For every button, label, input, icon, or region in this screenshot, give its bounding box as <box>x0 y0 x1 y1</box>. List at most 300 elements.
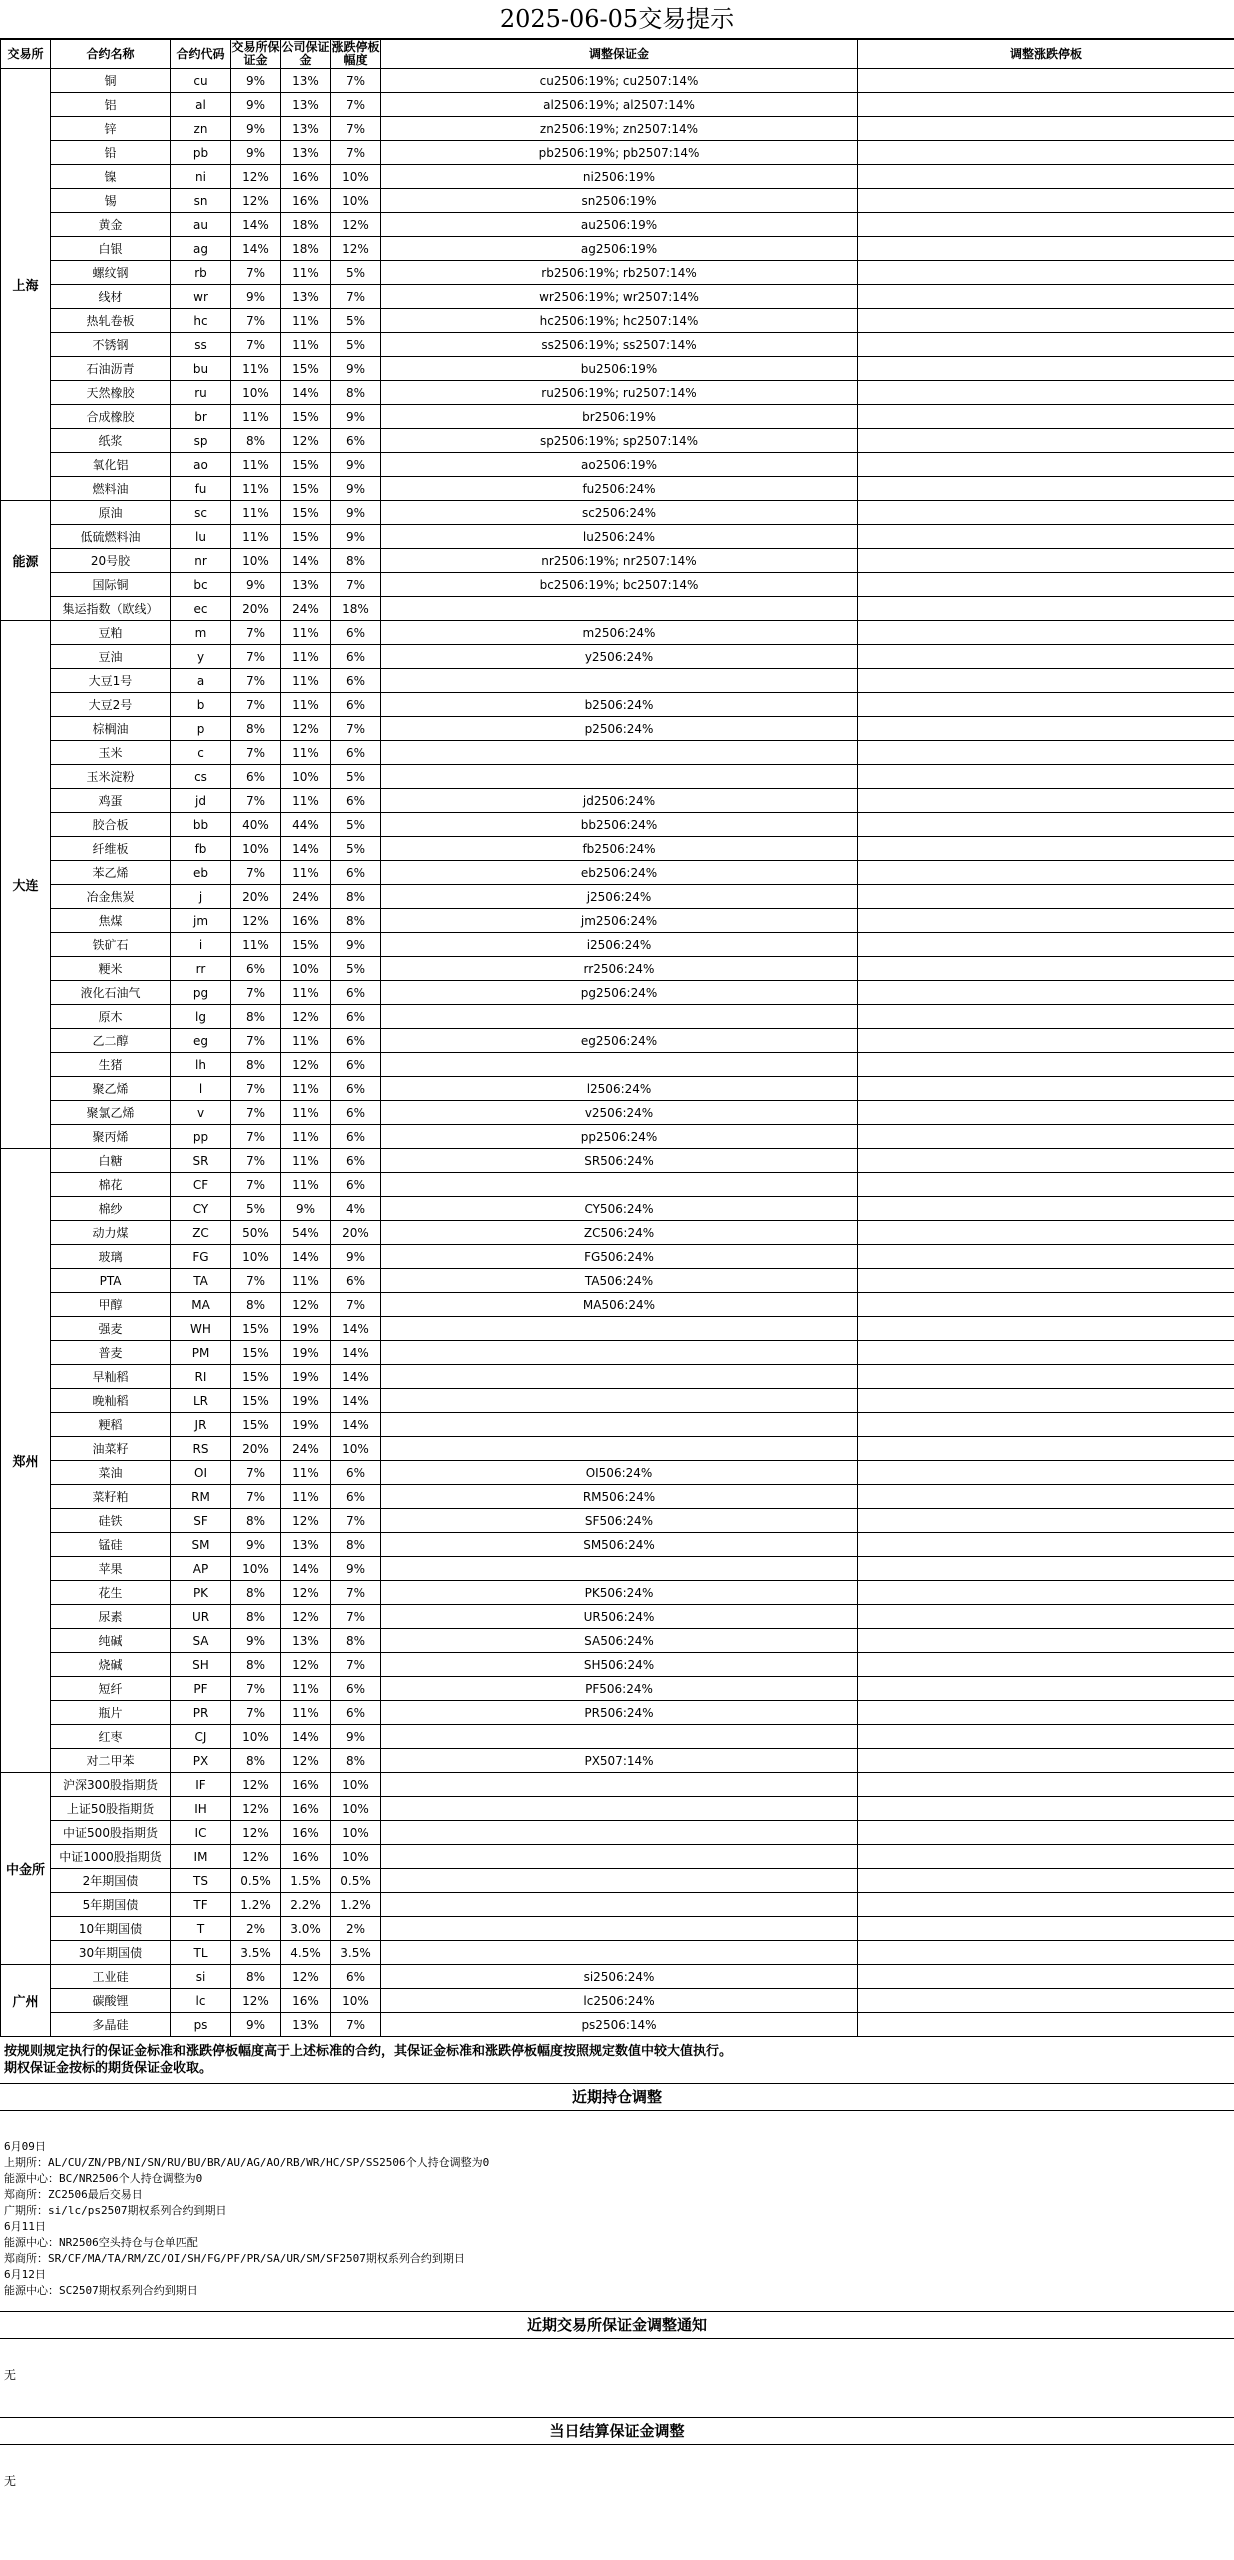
adjusted-margin-cell: nr2506:19%; nr2507:14% <box>381 549 858 573</box>
adjusted-margin-cell: i2506:24% <box>381 933 858 957</box>
exchange-margin-cell: 7% <box>231 789 281 813</box>
contract-name-cell: 不锈钢 <box>51 333 171 357</box>
limit-cell: 4% <box>331 1197 381 1221</box>
limit-cell: 9% <box>331 477 381 501</box>
notice-sections <box>0 2083 1234 2525</box>
contract-code-cell: lu <box>171 525 231 549</box>
exchange-margin-cell: 15% <box>231 1365 281 1389</box>
company-margin-cell: 14% <box>281 1557 331 1581</box>
exchange-margin-cell: 12% <box>231 1797 281 1821</box>
contract-name-cell: 低硫燃料油 <box>51 525 171 549</box>
company-margin-cell: 15% <box>281 405 331 429</box>
adjusted-limit-cell <box>858 381 1234 405</box>
table-row <box>1 429 1234 453</box>
limit-cell: 7% <box>331 2013 381 2037</box>
contract-name-cell: 黄金 <box>51 213 171 237</box>
adjusted-limit-cell <box>858 1269 1234 1293</box>
table-header-row <box>1 40 1234 69</box>
adjusted-margin-cell: ao2506:19% <box>381 453 858 477</box>
section-title: 近期交易所保证金调整通知 <box>0 2311 1234 2339</box>
adjusted-margin-cell: y2506:24% <box>381 645 858 669</box>
contract-name-cell: 液化石油气 <box>51 981 171 1005</box>
exchange-margin-cell: 7% <box>231 261 281 285</box>
exchange-margin-cell: 12% <box>231 1845 281 1869</box>
company-margin-cell: 15% <box>281 477 331 501</box>
adjusted-margin-cell: eb2506:24% <box>381 861 858 885</box>
exchange-margin-cell: 10% <box>231 1245 281 1269</box>
table-row <box>1 597 1234 621</box>
table-row <box>1 573 1234 597</box>
adjusted-limit-cell <box>858 1845 1234 1869</box>
adjusted-margin-cell <box>381 1557 858 1581</box>
adjusted-limit-cell <box>858 309 1234 333</box>
contract-code-cell: fu <box>171 477 231 501</box>
contract-name-cell: 白糖 <box>51 1149 171 1173</box>
adjusted-margin-cell <box>381 1893 858 1917</box>
contract-name-cell: 早籼稻 <box>51 1365 171 1389</box>
adjusted-limit-cell <box>858 1869 1234 1893</box>
contract-name-cell: 玻璃 <box>51 1245 171 1269</box>
contract-name-cell: 焦煤 <box>51 909 171 933</box>
adjusted-margin-cell: ni2506:19% <box>381 165 858 189</box>
contract-name-cell: PTA <box>51 1269 171 1293</box>
table-row <box>1 981 1234 1005</box>
limit-cell: 9% <box>331 453 381 477</box>
adjusted-margin-cell: fu2506:24% <box>381 477 858 501</box>
contract-name-cell: 胶合板 <box>51 813 171 837</box>
adjusted-limit-cell <box>858 1221 1234 1245</box>
contract-name-cell: 多晶硅 <box>51 2013 171 2037</box>
adjusted-limit-cell <box>858 1101 1234 1125</box>
contract-name-cell: 白银 <box>51 237 171 261</box>
adjusted-limit-cell <box>858 597 1234 621</box>
limit-cell: 6% <box>331 693 381 717</box>
contract-name-cell: 苹果 <box>51 1557 171 1581</box>
company-margin-cell: 11% <box>281 1101 331 1125</box>
exchange-margin-cell: 14% <box>231 213 281 237</box>
adjusted-margin-cell: SH506:24% <box>381 1653 858 1677</box>
adjusted-margin-cell: pg2506:24% <box>381 981 858 1005</box>
adjusted-limit-cell <box>858 213 1234 237</box>
adjusted-margin-cell: fb2506:24% <box>381 837 858 861</box>
adjusted-margin-cell <box>381 1053 858 1077</box>
contract-name-cell: 硅铁 <box>51 1509 171 1533</box>
adjusted-margin-cell <box>381 1317 858 1341</box>
company-margin-cell: 54% <box>281 1221 331 1245</box>
adjusted-limit-cell <box>858 1605 1234 1629</box>
exchange-margin-cell: 8% <box>231 717 281 741</box>
limit-cell: 8% <box>331 1533 381 1557</box>
contract-name-cell: 乙二醇 <box>51 1029 171 1053</box>
contract-name-cell: 纤维板 <box>51 837 171 861</box>
limit-cell: 8% <box>331 885 381 909</box>
table-row <box>1 1317 1234 1341</box>
contract-name-cell: 豆油 <box>51 645 171 669</box>
exchange-cell: 大连 <box>1 621 51 1149</box>
adjusted-limit-cell <box>858 1053 1234 1077</box>
contract-name-cell: 上证50股指期货 <box>51 1797 171 1821</box>
exchange-margin-cell: 7% <box>231 1101 281 1125</box>
table-row <box>1 1749 1234 1773</box>
company-margin-cell: 11% <box>281 861 331 885</box>
exchange-margin-cell: 7% <box>231 621 281 645</box>
contract-name-cell: 尿素 <box>51 1605 171 1629</box>
contract-code-cell: bb <box>171 813 231 837</box>
contract-code-cell: pg <box>171 981 231 1005</box>
contract-name-cell: 5年期国债 <box>51 1893 171 1917</box>
exchange-margin-cell: 7% <box>231 1461 281 1485</box>
exchange-margin-cell: 12% <box>231 1989 281 2013</box>
contract-code-cell: FG <box>171 1245 231 1269</box>
company-margin-cell: 15% <box>281 933 331 957</box>
company-margin-cell: 12% <box>281 1653 331 1677</box>
contract-name-cell: 原油 <box>51 501 171 525</box>
limit-cell: 7% <box>331 285 381 309</box>
contract-code-cell: l <box>171 1077 231 1101</box>
company-margin-cell: 15% <box>281 525 331 549</box>
company-margin-cell: 19% <box>281 1389 331 1413</box>
company-margin-cell: 11% <box>281 693 331 717</box>
contract-name-cell: 碳酸锂 <box>51 1989 171 2013</box>
limit-cell: 9% <box>331 501 381 525</box>
company-margin-cell: 10% <box>281 765 331 789</box>
limit-cell: 6% <box>331 429 381 453</box>
adjusted-limit-cell <box>858 909 1234 933</box>
adjusted-margin-cell <box>381 1341 858 1365</box>
exchange-margin-cell: 11% <box>231 525 281 549</box>
company-margin-cell: 12% <box>281 429 331 453</box>
company-margin-cell: 14% <box>281 837 331 861</box>
limit-cell: 6% <box>331 669 381 693</box>
adjusted-margin-cell <box>381 1821 858 1845</box>
limit-cell: 14% <box>331 1413 381 1437</box>
contract-code-cell: al <box>171 93 231 117</box>
company-margin-cell: 11% <box>281 1173 331 1197</box>
limit-cell: 7% <box>331 1293 381 1317</box>
exchange-margin-cell: 1.2% <box>231 1893 281 1917</box>
table-row <box>1 1389 1234 1413</box>
contract-name-cell: 工业硅 <box>51 1965 171 1989</box>
limit-cell: 7% <box>331 117 381 141</box>
contract-code-cell: i <box>171 933 231 957</box>
contract-code-cell: TL <box>171 1941 231 1965</box>
exchange-cell: 郑州 <box>1 1149 51 1773</box>
adjusted-limit-cell <box>858 1413 1234 1437</box>
exchange-margin-cell: 12% <box>231 165 281 189</box>
contract-code-cell: JR <box>171 1413 231 1437</box>
adjusted-limit-cell <box>858 1077 1234 1101</box>
adjusted-limit-cell <box>858 93 1234 117</box>
contract-name-cell: 普麦 <box>51 1341 171 1365</box>
company-margin-cell: 13% <box>281 2013 331 2037</box>
contract-code-cell: ag <box>171 237 231 261</box>
table-row <box>1 1269 1234 1293</box>
contract-name-cell: 瓶片 <box>51 1701 171 1725</box>
limit-cell: 12% <box>331 213 381 237</box>
adjusted-margin-cell <box>381 1437 858 1461</box>
limit-cell: 7% <box>331 141 381 165</box>
company-margin-cell: 11% <box>281 1077 331 1101</box>
adjusted-limit-cell <box>858 1677 1234 1701</box>
company-margin-cell: 14% <box>281 1245 331 1269</box>
section-line: 郑商所：SR/CF/MA/TA/RM/ZC/OI/SH/FG/PF/PR/SA/UR/SM/SF2507期权系列合约到期日 <box>4 2252 465 2265</box>
company-margin-cell: 16% <box>281 189 331 213</box>
table-row <box>1 477 1234 501</box>
adjusted-limit-cell <box>858 1029 1234 1053</box>
company-margin-cell: 14% <box>281 381 331 405</box>
company-margin-cell: 13% <box>281 573 331 597</box>
exchange-margin-cell: 8% <box>231 1749 281 1773</box>
limit-cell: 6% <box>331 1077 381 1101</box>
contract-name-cell: 螺纹钢 <box>51 261 171 285</box>
table-row <box>1 357 1234 381</box>
adjusted-limit-cell <box>858 645 1234 669</box>
company-margin-cell: 15% <box>281 357 331 381</box>
company-margin-cell: 2.2% <box>281 1893 331 1917</box>
limit-cell: 6% <box>331 981 381 1005</box>
company-margin-cell: 4.5% <box>281 1941 331 1965</box>
company-margin-cell: 12% <box>281 1965 331 1989</box>
limit-cell: 10% <box>331 1845 381 1869</box>
exchange-margin-cell: 7% <box>231 1029 281 1053</box>
adjusted-margin-cell: v2506:24% <box>381 1101 858 1125</box>
limit-cell: 7% <box>331 69 381 93</box>
contract-name-cell: 聚氯乙烯 <box>51 1101 171 1125</box>
table-row <box>1 285 1234 309</box>
contract-name-cell: 30年期国债 <box>51 1941 171 1965</box>
contract-code-cell: sn <box>171 189 231 213</box>
exchange-margin-cell: 7% <box>231 645 281 669</box>
exchange-margin-cell: 8% <box>231 1605 281 1629</box>
adjusted-margin-cell: cu2506:19%; cu2507:14% <box>381 69 858 93</box>
table-row <box>1 1005 1234 1029</box>
adjusted-limit-cell <box>858 1317 1234 1341</box>
adjusted-margin-cell: TA506:24% <box>381 1269 858 1293</box>
adjusted-limit-cell <box>858 573 1234 597</box>
adjusted-limit-cell <box>858 741 1234 765</box>
adjusted-margin-cell: CY506:24% <box>381 1197 858 1221</box>
table-row <box>1 69 1234 93</box>
table-row <box>1 885 1234 909</box>
limit-cell: 8% <box>331 549 381 573</box>
exchange-margin-cell: 7% <box>231 333 281 357</box>
company-margin-cell: 11% <box>281 789 331 813</box>
company-margin-cell: 11% <box>281 621 331 645</box>
exchange-margin-cell: 7% <box>231 1077 281 1101</box>
adjusted-margin-cell: eg2506:24% <box>381 1029 858 1053</box>
exchange-margin-cell: 40% <box>231 813 281 837</box>
limit-cell: 5% <box>331 333 381 357</box>
contract-name-cell: 菜油 <box>51 1461 171 1485</box>
adjusted-limit-cell <box>858 933 1234 957</box>
contract-code-cell: ZC <box>171 1221 231 1245</box>
adjusted-margin-cell: pp2506:24% <box>381 1125 858 1149</box>
contract-name-cell: 晚籼稻 <box>51 1389 171 1413</box>
limit-cell: 6% <box>331 645 381 669</box>
table-row <box>1 1629 1234 1653</box>
table-row <box>1 1533 1234 1557</box>
rule-note-line-1: 按规则规定执行的保证金标准和涨跌停板幅度高于上述标准的合约，其保证金标准和涨跌停板幅度按照规定数值中较大值执行。 <box>4 2044 733 2059</box>
limit-cell: 6% <box>331 741 381 765</box>
contract-code-cell: TA <box>171 1269 231 1293</box>
contract-name-cell: 20号胶 <box>51 549 171 573</box>
table-row <box>1 837 1234 861</box>
table-row <box>1 525 1234 549</box>
limit-cell: 14% <box>331 1389 381 1413</box>
exchange-margin-cell: 10% <box>231 1725 281 1749</box>
contract-name-cell: 强麦 <box>51 1317 171 1341</box>
company-margin-cell: 13% <box>281 93 331 117</box>
adjusted-limit-cell <box>858 1701 1234 1725</box>
adjusted-margin-cell: al2506:19%; al2507:14% <box>381 93 858 117</box>
contract-name-cell: 红枣 <box>51 1725 171 1749</box>
limit-cell: 6% <box>331 621 381 645</box>
company-margin-cell: 12% <box>281 1293 331 1317</box>
contract-code-cell: jm <box>171 909 231 933</box>
contract-name-cell: 甲醇 <box>51 1293 171 1317</box>
adjusted-limit-cell <box>858 165 1234 189</box>
table-row <box>1 405 1234 429</box>
contract-name-cell: 花生 <box>51 1581 171 1605</box>
company-margin-cell: 12% <box>281 1053 331 1077</box>
company-margin-cell: 11% <box>281 1485 331 1509</box>
contract-code-cell: rr <box>171 957 231 981</box>
section-title: 近期持仓调整 <box>0 2083 1234 2111</box>
contract-name-cell: 铝 <box>51 93 171 117</box>
limit-cell: 14% <box>331 1317 381 1341</box>
limit-cell: 7% <box>331 1605 381 1629</box>
contract-code-cell: IM <box>171 1845 231 1869</box>
contract-code-cell: au <box>171 213 231 237</box>
adjusted-margin-cell: ag2506:19% <box>381 237 858 261</box>
exchange-cell: 广州 <box>1 1965 51 2037</box>
section-line: 能源中心：NR2506空头持仓与仓单匹配 <box>4 2236 198 2249</box>
contract-code-cell: fb <box>171 837 231 861</box>
table-body <box>1 69 1234 2037</box>
contract-code-cell: ps <box>171 2013 231 2037</box>
adjusted-limit-cell <box>858 405 1234 429</box>
table-row <box>1 1773 1234 1797</box>
limit-cell: 18% <box>331 597 381 621</box>
limit-cell: 5% <box>331 309 381 333</box>
company-margin-cell: 44% <box>281 813 331 837</box>
table-row <box>1 1941 1234 1965</box>
adjusted-limit-cell <box>858 1749 1234 1773</box>
adjusted-margin-cell: ps2506:14% <box>381 2013 858 2037</box>
adjusted-margin-cell: pb2506:19%; pb2507:14% <box>381 141 858 165</box>
company-margin-cell: 11% <box>281 1269 331 1293</box>
contract-name-cell: 聚乙烯 <box>51 1077 171 1101</box>
limit-cell: 14% <box>331 1365 381 1389</box>
exchange-margin-cell: 8% <box>231 1965 281 1989</box>
table-row <box>1 1029 1234 1053</box>
company-margin-cell: 16% <box>281 1845 331 1869</box>
table-row <box>1 1365 1234 1389</box>
contract-name-cell: 纸浆 <box>51 429 171 453</box>
table-row <box>1 1989 1234 2013</box>
contract-code-cell: SH <box>171 1653 231 1677</box>
limit-cell: 6% <box>331 1005 381 1029</box>
limit-cell: 6% <box>331 1053 381 1077</box>
contract-name-cell: 合成橡胶 <box>51 405 171 429</box>
contract-name-cell: 原木 <box>51 1005 171 1029</box>
company-margin-cell: 19% <box>281 1317 331 1341</box>
exchange-cell: 能源 <box>1 501 51 621</box>
adjusted-margin-cell: SA506:24% <box>381 1629 858 1653</box>
table-row <box>1 2013 1234 2037</box>
contract-code-cell: hc <box>171 309 231 333</box>
adjusted-margin-cell <box>381 1365 858 1389</box>
table-row <box>1 645 1234 669</box>
adjusted-margin-cell <box>381 1917 858 1941</box>
company-margin-cell: 14% <box>281 549 331 573</box>
exchange-margin-cell: 11% <box>231 477 281 501</box>
contract-code-cell: CY <box>171 1197 231 1221</box>
contract-code-cell: SM <box>171 1533 231 1557</box>
contract-code-cell: IC <box>171 1821 231 1845</box>
table-row <box>1 1509 1234 1533</box>
company-margin-cell: 13% <box>281 1533 331 1557</box>
adjusted-margin-cell: au2506:19% <box>381 213 858 237</box>
contract-code-cell: PX <box>171 1749 231 1773</box>
exchange-margin-cell: 9% <box>231 69 281 93</box>
contract-code-cell: j <box>171 885 231 909</box>
exchange-margin-cell: 3.5% <box>231 1941 281 1965</box>
contract-code-cell: T <box>171 1917 231 1941</box>
table-row <box>1 621 1234 645</box>
contract-name-cell: 氧化铝 <box>51 453 171 477</box>
table-row <box>1 165 1234 189</box>
table-row <box>1 1173 1234 1197</box>
exchange-margin-cell: 7% <box>231 1269 281 1293</box>
company-margin-cell: 11% <box>281 1125 331 1149</box>
limit-cell: 14% <box>331 1341 381 1365</box>
adjusted-limit-cell <box>858 1197 1234 1221</box>
adjusted-margin-cell: zn2506:19%; zn2507:14% <box>381 117 858 141</box>
company-margin-cell: 1.5% <box>281 1869 331 1893</box>
header-adjusted-limit: 调整涨跌停板 <box>858 40 1234 69</box>
contract-name-cell: 聚丙烯 <box>51 1125 171 1149</box>
exchange-margin-cell: 7% <box>231 669 281 693</box>
adjusted-margin-cell <box>381 1725 858 1749</box>
adjusted-limit-cell <box>858 1365 1234 1389</box>
contract-code-cell: ru <box>171 381 231 405</box>
adjusted-limit-cell <box>858 1725 1234 1749</box>
contract-name-cell: 豆粕 <box>51 621 171 645</box>
table-row <box>1 1845 1234 1869</box>
table-row <box>1 189 1234 213</box>
limit-cell: 7% <box>331 573 381 597</box>
contract-code-cell: ao <box>171 453 231 477</box>
adjusted-limit-cell <box>858 453 1234 477</box>
page-title: 2025-06-05交易提示 <box>0 0 1234 39</box>
exchange-margin-cell: 50% <box>231 1221 281 1245</box>
adjusted-margin-cell: RM506:24% <box>381 1485 858 1509</box>
contract-name-cell: 锰硅 <box>51 1533 171 1557</box>
section-line: 上期所：AL/CU/ZN/PB/NI/SN/RU/BU/BR/AU/AG/AO/RB/WR/HC/SP/SS2506个人持仓调整为0 <box>4 2156 490 2169</box>
contract-code-cell: RM <box>171 1485 231 1509</box>
limit-cell: 5% <box>331 957 381 981</box>
limit-cell: 6% <box>331 789 381 813</box>
table-row <box>1 1149 1234 1173</box>
adjusted-margin-cell <box>381 1797 858 1821</box>
contract-code-cell: AP <box>171 1557 231 1581</box>
adjusted-margin-cell: rr2506:24% <box>381 957 858 981</box>
table-row <box>1 381 1234 405</box>
adjusted-margin-cell: jm2506:24% <box>381 909 858 933</box>
adjusted-margin-cell: SF506:24% <box>381 1509 858 1533</box>
adjusted-limit-cell <box>858 693 1234 717</box>
